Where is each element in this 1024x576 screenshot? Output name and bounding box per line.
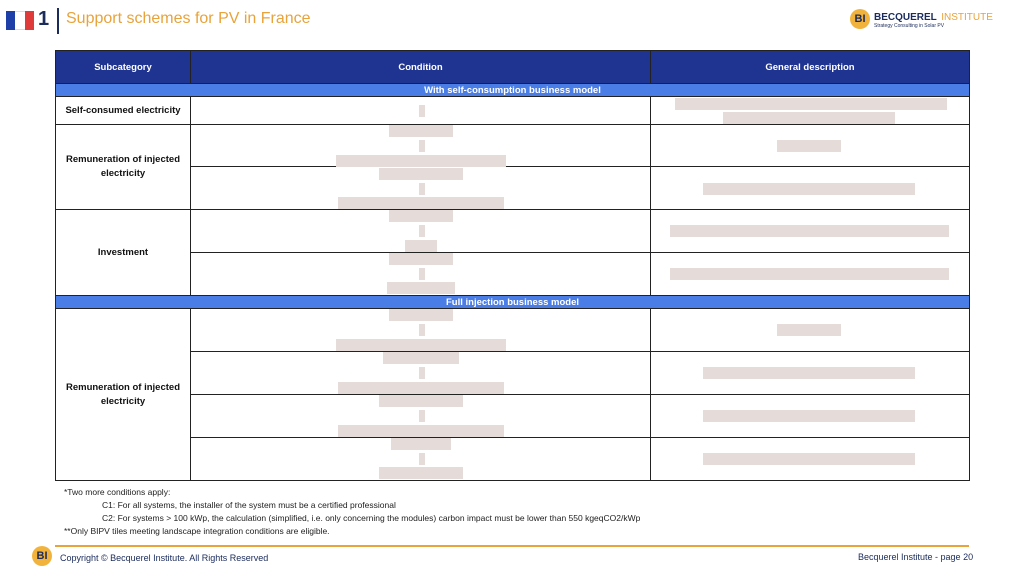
redacted-condition-cell — [191, 309, 651, 352]
logo-name-light: INSTITUTE — [941, 12, 993, 23]
title-divider — [57, 8, 59, 34]
redacted-condition-cell — [191, 97, 651, 125]
row-remuneration-full: Remuneration of injected electricity — [56, 309, 191, 481]
footnote-bipv: **Only BIPV tiles meeting landscape integration conditions are eligible. — [64, 526, 330, 536]
header-general-description: General description — [651, 51, 970, 84]
redacted-description-cell — [651, 438, 970, 481]
becquerel-logo — [850, 8, 993, 29]
table-row — [56, 395, 970, 438]
section-full-injection: Full injection business model — [56, 296, 970, 309]
redacted-condition-cell — [191, 210, 651, 253]
section-self-consumption: With self-consumption business model — [56, 84, 970, 97]
footnote-intro: *Two more conditions apply: — [64, 487, 171, 497]
footnotes — [64, 486, 640, 538]
logo-tagline: Strategy Consulting in Solar PV — [874, 23, 945, 29]
redacted-condition-cell — [191, 352, 651, 395]
logo-name-bold: BECQUEREL — [874, 12, 937, 23]
redacted-condition-cell — [191, 167, 651, 210]
footnote-c1: C1: For all systems, the installer of the system must be a certified professional — [102, 500, 396, 510]
row-remuneration-self: Remuneration of injected electricity — [56, 125, 191, 210]
footer-logo-icon: BI — [32, 546, 52, 566]
table-row — [56, 125, 970, 167]
redacted-description-cell — [651, 97, 970, 125]
redacted-condition-cell — [191, 125, 651, 167]
redacted-description-cell — [651, 395, 970, 438]
france-flag-icon — [6, 11, 34, 30]
row-self-consumed: Self-consumed electricity — [56, 97, 191, 125]
table-row — [56, 97, 970, 125]
header-subcategory: Subcategory — [56, 51, 191, 84]
table-header-row — [56, 51, 970, 84]
table-row — [56, 309, 970, 352]
footer-divider — [55, 545, 969, 547]
row-investment: Investment — [56, 210, 191, 296]
table-row — [56, 210, 970, 253]
redacted-description-cell — [651, 210, 970, 253]
redacted-description-cell — [651, 352, 970, 395]
table-row — [56, 352, 970, 395]
slide-number: 1 — [38, 8, 50, 30]
page-title: Support schemes for PV in France — [66, 10, 311, 27]
header-condition: Condition — [191, 51, 651, 84]
table-row — [56, 167, 970, 210]
footnote-c2: C2: For systems > 100 kWp, the calculation (simplified, i.e. only concerning the modules) carbon impact must be lower than 550 kgeqCO2/kWp — [102, 513, 641, 523]
redacted-condition-cell — [191, 395, 651, 438]
redacted-condition-cell — [191, 253, 651, 296]
copyright-text: Copyright © Becquerel Institute. All Rights Reserved — [60, 553, 269, 563]
redacted-description-cell — [651, 167, 970, 210]
redacted-description-cell — [651, 125, 970, 167]
table-row — [56, 253, 970, 296]
table-row — [56, 438, 970, 481]
support-schemes-table — [55, 50, 970, 481]
redacted-description-cell — [651, 309, 970, 352]
redacted-description-cell — [651, 253, 970, 296]
logo-mark-icon: BI — [850, 9, 870, 29]
redacted-condition-cell — [191, 438, 651, 481]
page-label: Becquerel Institute - page 20 — [858, 552, 974, 562]
